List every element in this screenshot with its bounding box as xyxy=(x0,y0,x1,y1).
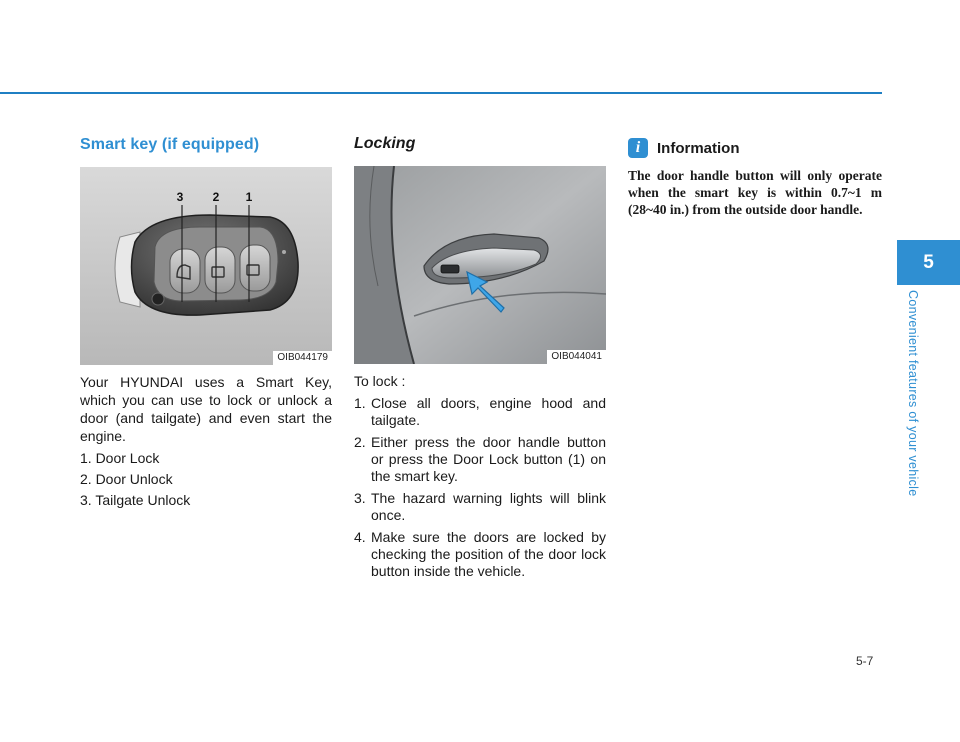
figure-code: OIB044179 xyxy=(273,351,332,365)
section-heading: Smart key (if equipped) xyxy=(80,136,260,153)
locking-column xyxy=(354,132,606,585)
list-item: 1. Door Lock xyxy=(80,450,160,466)
list-item xyxy=(354,434,606,485)
locking-steps xyxy=(354,395,606,580)
list-item: 3. Tailgate Unlock xyxy=(80,492,191,508)
step-number: 3. xyxy=(354,490,366,506)
information-text: The door handle button will only operate when the smart key is within 0.7~1 m (28~40 in.) from the outside door handle. xyxy=(628,168,882,217)
chapter-title: Convenient features of your vehicle xyxy=(906,290,920,497)
callout-1: 1 xyxy=(245,190,253,204)
chapter-title-vertical xyxy=(904,290,924,520)
list-item xyxy=(354,395,606,429)
list-item xyxy=(354,490,606,524)
information-header xyxy=(628,137,882,159)
figure-code: OIB044041 xyxy=(547,350,606,364)
section-heading: Locking xyxy=(354,135,416,152)
step-text: Close all doors, engine hood and tailgate. xyxy=(371,395,606,428)
smart-key-button-list xyxy=(80,449,332,509)
smart-key-intro: Your HYUNDAI uses a Smart Key, which you can use to lock or unlock a door (and tailgate) and even start the engine. xyxy=(80,374,332,444)
header-rule xyxy=(0,92,882,94)
callout-2: 2 xyxy=(212,190,220,204)
step-number: 4. xyxy=(354,529,366,545)
smart-key-figure xyxy=(80,167,332,365)
list-item xyxy=(354,529,606,580)
info-icon: i xyxy=(628,138,648,158)
step-text: Make sure the doors are locked by checking the position of the door lock button inside the vehicle. xyxy=(371,529,606,579)
list-item: 2. Door Unlock xyxy=(80,471,173,487)
information-heading: Information xyxy=(657,139,740,157)
step-text: The hazard warning lights will blink once. xyxy=(371,490,606,523)
smart-key-column xyxy=(80,132,332,512)
door-handle-illustration xyxy=(354,166,606,364)
step-number: 1. xyxy=(354,395,366,411)
smart-key-illustration xyxy=(80,167,332,365)
callout-3: 3 xyxy=(176,190,184,204)
step-text: Either press the door handle button or press the Door Lock button (1) on the smart key. xyxy=(371,434,606,484)
step-number: 2. xyxy=(354,434,366,450)
chapter-number-tab: 5 xyxy=(897,240,960,285)
information-column xyxy=(628,132,882,218)
locking-intro: To lock : xyxy=(354,373,406,389)
page-number: 5-7 xyxy=(856,654,874,668)
door-handle-figure xyxy=(354,166,606,364)
